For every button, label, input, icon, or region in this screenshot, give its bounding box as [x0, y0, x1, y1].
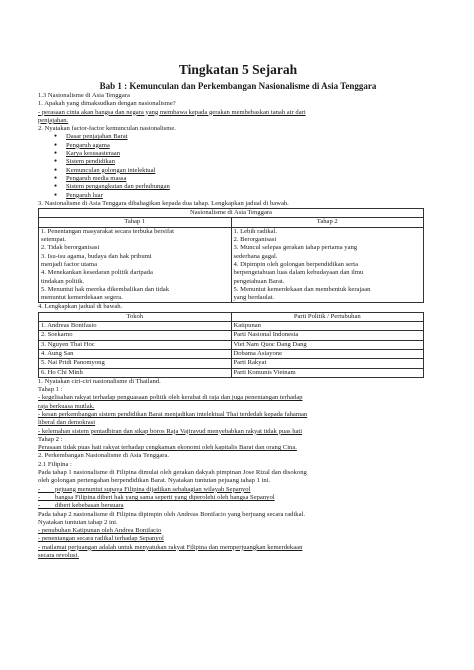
cell-line: berpengetahuan luas dalam kebudayaan dan ilmu [233, 269, 364, 277]
cell-line: 2. Tidak berorganisasi [41, 244, 100, 252]
party-cell: Viet Nam Quoc Dang Dang [231, 340, 424, 349]
philippines-stage-2-demand: secara revolusi. [38, 552, 80, 560]
column-header-stage-1: Tahap 1 [39, 218, 232, 227]
philippines-stage-2-demand: - penubuhan Katipunan oleh Andrea Bonifacio [38, 527, 162, 535]
party-cell: Parti Rakyat [231, 359, 424, 368]
table-row [39, 340, 424, 349]
answer-1-line-2: penjajahan. [38, 116, 69, 124]
philippines-demand: - bangsa Filipina diberi hak yang sama seperti yang diperolehi oleh bangsa Sepanyol [38, 493, 275, 501]
cell-line: 1. Penentangan masyarakat secara terbuka bersifat [41, 227, 174, 235]
party-cell: Parti Komunis Vietnam [231, 368, 424, 377]
question-1: 1. Apakah yang dimaksudkan dengan nasionalisme? [38, 100, 176, 108]
philippines-stage-2-demand: - penentangan secara radikal terhadap Sepanyol [38, 535, 164, 543]
cell-line: 4. Dipimpin oleh golongan berpendidikan serta [233, 260, 359, 268]
list-item: ● Karya kesusasteraan [38, 150, 474, 158]
philippines-demand: - pejuang menuntut supaya Filipina dijadikan sebahagian wilayah Sepanyol [38, 485, 251, 493]
figure-cell: 5. Nai Pridi Panomyong [39, 359, 232, 368]
question-2: 2. Nyatakan factor-factor kemunculan nasionalisme. [38, 125, 176, 133]
figure-cell: 1. Andreas Bonifasio [39, 322, 232, 331]
cell-line: 5. Menuntut kemerdekaan dan membentuk kerajaan [233, 285, 371, 293]
figure-cell: 3. Nguyen Thai Hoc [39, 340, 232, 349]
list-item: ● Sistem pendidikan [38, 158, 474, 166]
thailand-stage-1-line: - kegelisahan rakyat terhadap penguasaan politik oleh kerabat di raja dan juga penentangan terhadap [38, 394, 303, 402]
party-cell: Katipunan [231, 322, 424, 331]
chapter-title: Bab 1 : Kemunculan dan Perkembangan Nasionalisme di Asia Tenggara [99, 81, 377, 91]
cell-line: yang berdaulat. [233, 294, 275, 302]
list-item: ● Pengaruh agama [38, 142, 474, 150]
philippines-stage-2-demand: - matlamat perjuangan adalah untuk menyatukan rakyat Filipina dan memperjuangkan kemerdekaan [38, 543, 303, 551]
thailand-stage-2-line: Perasaan tidak puas hati rakyat terhadap cengkaman ekonomi oleh kapitalis Barat dan orang Cina. [38, 444, 297, 452]
stage-1-cell [39, 227, 232, 303]
list-item: ● Sistem pengangkutan dan perhubungan [38, 183, 474, 191]
table-row [39, 349, 424, 358]
table-row [39, 322, 424, 331]
cell-line: menjadi factor utama [41, 260, 98, 268]
column-header-figure: Tokoh [39, 312, 232, 321]
philippines-stage-1-text: Pada tahap 1 nasionalisme di Filipina dimulai oleh gerakan dakyah pimpinan Jose Rizal dan disokong [38, 469, 307, 477]
cell-line: 3. Isu-isu agama, budaya dan hak pribumi [41, 252, 152, 260]
cell-line: menuntut kemerdekaan segera. [41, 294, 123, 302]
page-title: Tingkatan 5 Sejarah [178, 62, 298, 77]
philippines-demand: - diberi kebebasan bersuara [38, 502, 124, 510]
figures-parties-table [38, 312, 424, 378]
thailand-stage-1-line: - kesan perkembangan sistem pendidikan Barat menjadikan intelektual Thai terdedah kepada fahaman [38, 410, 308, 418]
thailand-stage-1-line: - kelemahan sistem pentadbiran dan sikap boros Raja Vajiravud menyebabkan rakyat tidak puas hati [38, 427, 303, 435]
thailand-stage-1-label: Tahap 1 : [38, 386, 63, 394]
thailand-stage-1-line: liberal dan demokrasi [38, 419, 96, 427]
philippines-stage-2-text: Pada tahap 2 nasionalisme di Filipina dipimpin oleh Andreas Bonifacio yang berjuang secara radikal. [38, 510, 305, 518]
list-item: ● Dasar penjajahan Barat [38, 133, 474, 141]
list-item: ● Kemunculan golongan intelektual [38, 167, 474, 175]
philippines-stage-2-text: Nyatakan tuntutan tahap 2 ini. [38, 518, 118, 526]
figure-cell: 2. Soekarno [39, 331, 232, 340]
subsection-philippines: 2.1 Filipina : [38, 460, 72, 468]
question-3: 3. Nasionalisme di Asia Tenggara dibahagikan kepada dua tahap. Lengkapkan jadual di bawah. [38, 199, 289, 207]
cell-line: 1. Lebih radikal. [233, 227, 278, 235]
question-6: 2. Perkembangan Nasionalisme di Asia Tenggara. [38, 452, 170, 460]
list-item: ● Pengaruh luar [38, 192, 474, 200]
thailand-stage-2-label: Tahap 2 : [38, 435, 63, 443]
section-heading: 1.3 Nasionalisme di Asia Tenggara [38, 92, 130, 99]
thailand-stage-1-line: raja berkuasa mutlak. [38, 402, 95, 410]
cell-line: tindakan politik. [41, 277, 85, 285]
cell-line: sederhana gagal. [233, 252, 278, 260]
column-header-party: Parti Politik / Pertubuhan [231, 312, 424, 321]
party-cell: Dobama Asiayone [231, 349, 424, 358]
cell-line: pengetahuan Barat. [233, 277, 285, 285]
philippines-stage-1-text: oleh golongan pertengahan berpendidikan Barat. Nyatakan tuntutan pejuang tahap 1 ini. [38, 477, 271, 485]
question-5: 1. Nyatakan ciri-ciri nasionalisme di Thailand. [38, 377, 161, 385]
column-header-stage-2: Tahap 2 [231, 218, 424, 227]
answer-1-line-1: - perasaan cinta akan bangsa dan negara yang membawa kepada gerakan membebaskan tanah air dari [38, 108, 306, 116]
nationalism-stages-table [38, 208, 424, 303]
table-row [39, 331, 424, 340]
party-cell: Parti Nasional Indonesia [231, 331, 424, 340]
table-caption: Nasionalisme di Asia Tenggara [39, 209, 424, 218]
table-row [39, 359, 424, 368]
figure-cell: 6. Ho Chi Minh [39, 368, 232, 377]
cell-line: 3. Muncul selepas gerakan tahap pertama yang [233, 244, 358, 252]
cell-line: setempat. [41, 236, 67, 244]
list-item: ● Pengaruh media massa [38, 175, 474, 183]
question-4: 4. Lengkapkan jadual di bawah. [38, 303, 123, 311]
figure-cell: 4. Aung San [39, 349, 232, 358]
cell-line: 5. Menuntut hak mereka dikembalikan dan tidak [41, 285, 169, 293]
factor-list [38, 133, 474, 199]
cell-line: 2. Berorganisasi [233, 236, 277, 244]
table-row [39, 368, 424, 377]
stage-2-cell [231, 227, 424, 303]
cell-line: 4. Menekankan kesedaran politik daripada [41, 269, 153, 277]
